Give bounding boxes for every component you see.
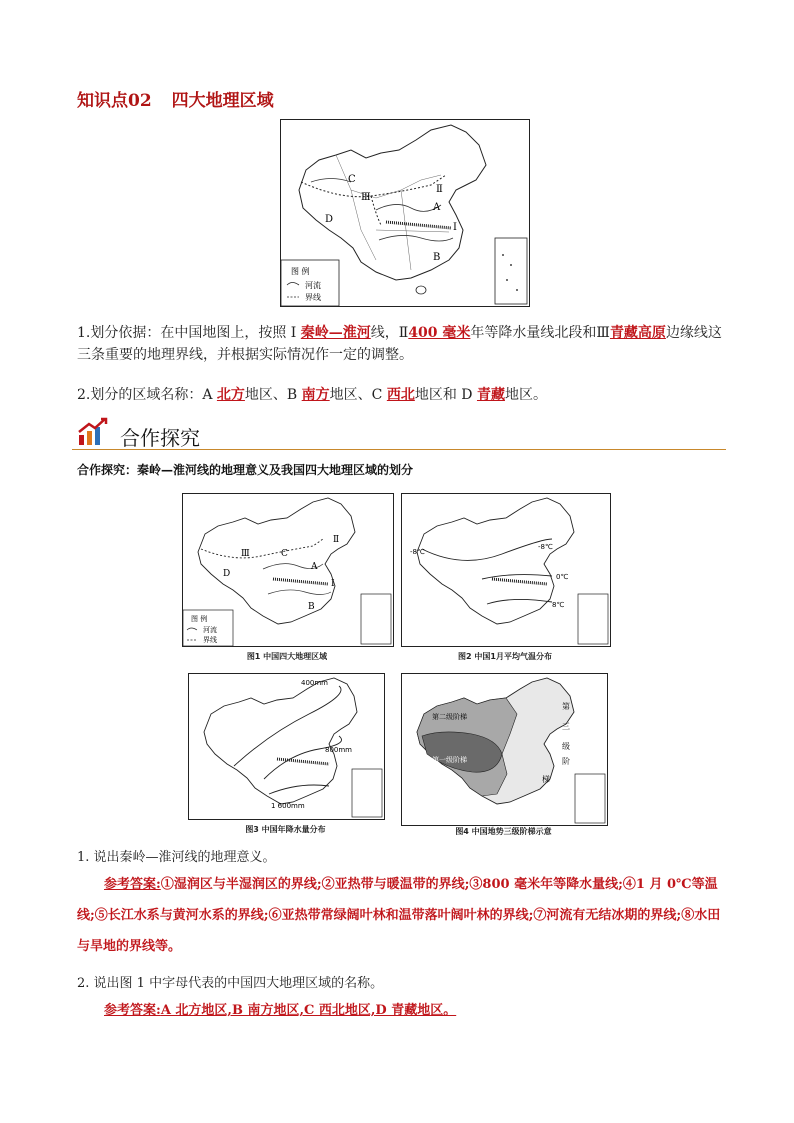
map-label-iii: Ⅲ <box>361 192 371 203</box>
fig1-legend-boundary: 界线 <box>203 636 217 644</box>
fig1-label-b: B <box>308 602 315 612</box>
highlight-qingzang: 青藏 <box>476 387 505 403</box>
map-label-ii: Ⅱ <box>436 184 443 195</box>
map-label-b: B <box>433 252 441 263</box>
fig1-label-i: I <box>331 579 335 589</box>
fig1-label-c: C <box>281 549 288 559</box>
fig3-label-800: 800mm <box>325 746 352 754</box>
section-title: 合作探究 <box>120 426 200 450</box>
fig1-legend-river: 河流 <box>203 626 217 634</box>
paragraph-region-names: 2.划分的区域名称：A 北方地区、B 南方地区、C 西北地区和 D 青藏地区。 <box>77 387 547 403</box>
figure-3-map <box>188 673 385 820</box>
fig4-label-first-step: 第一级阶梯 <box>432 756 467 764</box>
fig4-label-third-4: 阶 <box>562 757 570 766</box>
figure-2-caption: 图2 中国1月平均气温分布 <box>458 652 552 661</box>
legend-boundary: 界线 <box>305 293 321 302</box>
map-label-d: D <box>325 214 334 225</box>
figure-1-map <box>182 493 394 647</box>
map-label-a: A <box>433 202 441 213</box>
fig4-label-third-2: 三 <box>562 722 570 731</box>
fig1-legend-title: 图 例 <box>191 615 208 623</box>
fig4-label-third-1: 第 <box>562 702 570 711</box>
heading-number: 知识点02 <box>77 91 152 111</box>
fig2-label-minus8-east: -8℃ <box>538 543 553 551</box>
sub-heading: 合作探究：秦岭—淮河线的地理意义及我国四大地理区域的划分 <box>77 463 414 477</box>
figure-4-caption: 图4 中国地势三级阶梯示意 <box>455 827 552 836</box>
fig1-label-d: D <box>223 569 231 579</box>
fig2-label-0: 0℃ <box>556 573 569 581</box>
highlight-400mm: 400 毫米 <box>408 325 471 341</box>
highlight-north: 北方 <box>216 387 245 403</box>
map-label-i: I <box>453 222 457 233</box>
fig1-label-a: A <box>311 562 318 572</box>
highlight-plateau: 青藏高原 <box>609 325 666 341</box>
map-label-c: C <box>348 174 356 185</box>
answer-1-text: ①湿润区与半湿润区的界线;②亚热带与暖温带的界线;③800 毫米年等降水量线;④1 月 0℃等温线;⑤长江水系与黄河水系的界线;⑥亚热带常绿阔叶林和温带落叶阔叶林的界线;⑦河流有无结冰期的界线;⑧水田与旱地的界线等。 <box>77 877 721 954</box>
chart-growth-icon <box>77 417 109 447</box>
question-1: 1. 说出秦岭—淮河线的地理意义。 <box>77 850 276 865</box>
fig1-label-ii: Ⅱ <box>333 535 340 545</box>
heading-title: 四大地理区域 <box>171 91 274 111</box>
fig1-label-iii: Ⅲ <box>241 549 250 559</box>
figure-4-map <box>401 673 608 826</box>
answer-2-text: A 北方地区,B 南方地区,C 西北地区,D 青藏地区。 <box>160 1003 457 1018</box>
fig4-label-third-3: 级 <box>562 742 570 751</box>
figure-1-caption: 图1 中国四大地理区域 <box>246 652 328 661</box>
legend-title: 图 例 <box>291 267 310 276</box>
section-heading <box>77 86 274 111</box>
legend-river: 河流 <box>305 281 321 290</box>
fig3-label-400: 400mm <box>301 679 328 687</box>
answer-1-label: 参考答案: <box>104 877 161 892</box>
fig2-label-8: 8℃ <box>552 601 565 609</box>
highlight-south: 南方 <box>301 387 330 403</box>
figure-3-caption: 图3 中国年降水量分布 <box>245 825 326 834</box>
fig2-label-minus8-west: -8℃ <box>410 548 425 556</box>
answer-2-label: 参考答案: <box>104 1003 161 1018</box>
main-map <box>280 119 530 307</box>
paragraph-division-basis: 1.划分依据：在中国地图上，按照 I 秦岭—淮河线，Ⅱ400 毫米年等降水量线北段和Ⅲ青藏高原边缘线这 三条重要的地理界线，并根据实际情况作一定的调整。 <box>77 325 722 363</box>
fig3-label-1600: 1 600mm <box>271 802 305 810</box>
question-2: 2. 说出图 1 中字母代表的中国四大地理区域的名称。 <box>77 976 384 991</box>
answer-2 <box>77 995 727 1026</box>
fig4-label-third-5: 梯 <box>542 775 550 784</box>
section-divider <box>72 449 726 450</box>
answer-1 <box>77 869 727 962</box>
figure-2-map <box>401 493 611 647</box>
fig4-label-second-step: 第二级阶梯 <box>432 713 467 721</box>
highlight-qinling-huaihe: 秦岭—淮河 <box>300 325 371 341</box>
highlight-northwest: 西北 <box>386 387 415 403</box>
